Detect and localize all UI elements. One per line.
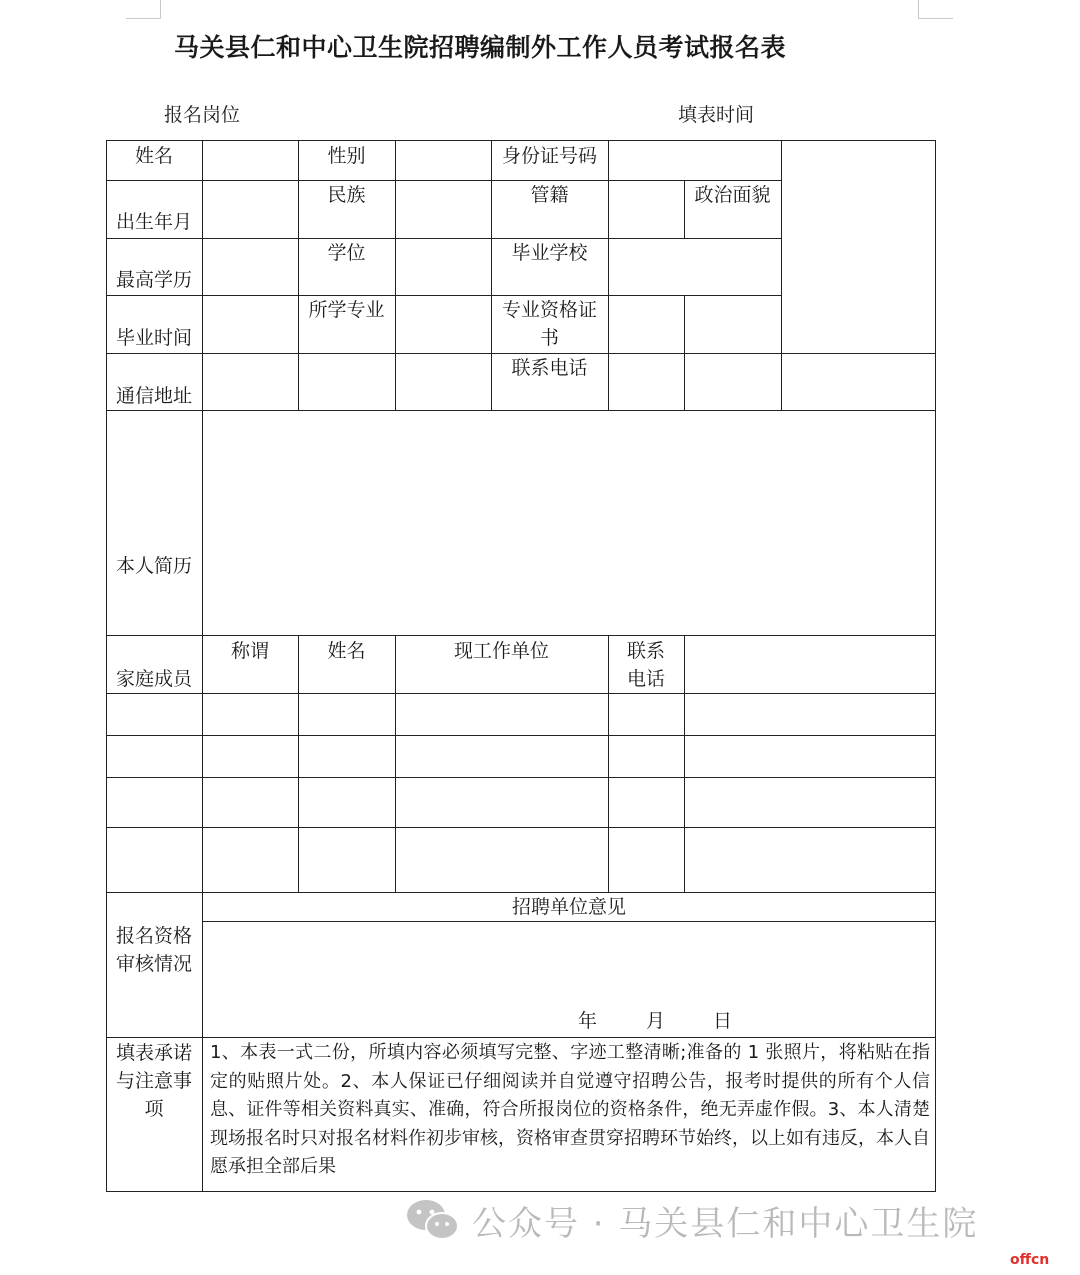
watermark <box>404 1192 1044 1248</box>
field-id-number: 身份证号码 <box>501 145 597 167</box>
family-label: 家庭成员 <box>115 668 192 690</box>
border-right <box>935 140 936 1192</box>
field-native-place: 管籍 <box>530 184 569 206</box>
date-year: 年 <box>578 1010 598 1032</box>
field-gender: 性别 <box>327 145 366 167</box>
field-name: 姓名 <box>134 145 173 167</box>
field-qualification-line2: 书 <box>539 327 559 349</box>
commitment-label-line3: 项 <box>144 1098 164 1120</box>
date-day: 日 <box>713 1010 733 1032</box>
field-graduation-time: 毕业时间 <box>115 327 192 349</box>
row-line <box>106 410 936 411</box>
recruiting-unit-opinion: 招聘单位意见 <box>511 896 626 918</box>
field-resume: 本人简历 <box>115 555 192 577</box>
field-graduate-school: 毕业学校 <box>511 242 588 264</box>
row-line <box>202 921 936 922</box>
field-qualification <box>491 296 608 352</box>
field-political-status: 政治面貌 <box>694 184 771 206</box>
family-header-work-unit: 现工作单位 <box>453 640 549 662</box>
review-label <box>106 922 202 978</box>
row-line <box>106 295 782 296</box>
commitment-label-line2: 与注意事 <box>115 1070 192 1092</box>
field-address: 通信地址 <box>115 385 192 407</box>
col-line <box>781 140 782 410</box>
col-line <box>684 635 685 892</box>
row-line <box>106 180 782 181</box>
field-phone: 联系电话 <box>511 357 588 379</box>
wechat-icon <box>404 1196 462 1244</box>
date-month: 月 <box>646 1010 666 1032</box>
border-top <box>106 140 936 141</box>
row-line <box>106 238 782 239</box>
row-line <box>106 1037 936 1038</box>
col-line <box>202 140 203 1192</box>
col-line <box>298 635 299 892</box>
field-birth: 出生年月 <box>115 211 192 233</box>
field-qualification-line1: 专业资格证 <box>501 299 597 321</box>
col-line <box>684 295 685 410</box>
family-header-name: 姓名 <box>327 640 366 662</box>
fill-time-label: 填表时间 <box>678 104 755 126</box>
crop-mark-left <box>126 0 161 19</box>
field-degree: 学位 <box>327 242 366 264</box>
col-line <box>395 140 396 410</box>
col-line <box>395 635 396 892</box>
field-major: 所学专业 <box>308 299 385 321</box>
field-ethnicity: 民族 <box>327 184 366 206</box>
col-line <box>608 140 609 410</box>
registration-form <box>106 140 936 1192</box>
review-label-line2: 审核情况 <box>115 953 192 975</box>
family-header-phone-line2: 电话 <box>626 668 665 690</box>
row-line <box>106 635 936 636</box>
row-line <box>106 735 936 736</box>
family-header-phone <box>608 637 684 693</box>
row-line <box>106 777 936 778</box>
commitment-label-line1: 填表承诺 <box>115 1042 192 1064</box>
watermark-text: 公众号 · 马关县仁和中心卫生院 <box>472 1203 979 1244</box>
family-header-relation: 称谓 <box>230 640 269 662</box>
post-label: 报名岗位 <box>164 104 241 126</box>
form-title: 马关县仁和中心卫生院招聘编制外工作人员考试报名表 <box>173 33 786 62</box>
review-label-line1: 报名资格 <box>115 925 192 947</box>
brand-logo: offcn <box>1010 1252 1050 1268</box>
commitment-label <box>106 1039 202 1123</box>
field-highest-education: 最高学历 <box>115 269 192 291</box>
crop-mark-right <box>918 0 953 19</box>
row-line <box>106 827 936 828</box>
commitment-text: 1、本表一式二份，所填内容必须填写完整、字迹工整清晰;准备的 1 张照片，将粘贴在指定的贴照片处。2、本人保证已仔细阅读并自觉遵守招聘公告，报考时提供的所有个人信息、证件等相关资料真实、准确，符合所报岗位的资格条件，绝无弄虚作假。3、本人清楚现场报名时只对报名材料作初步审核，资格审查贯穿招聘环节始终，以上如有违反，本人自愿承担全部后果 <box>210 1042 930 1177</box>
family-header-phone-line1: 联系 <box>626 640 665 662</box>
row-line <box>106 693 936 694</box>
